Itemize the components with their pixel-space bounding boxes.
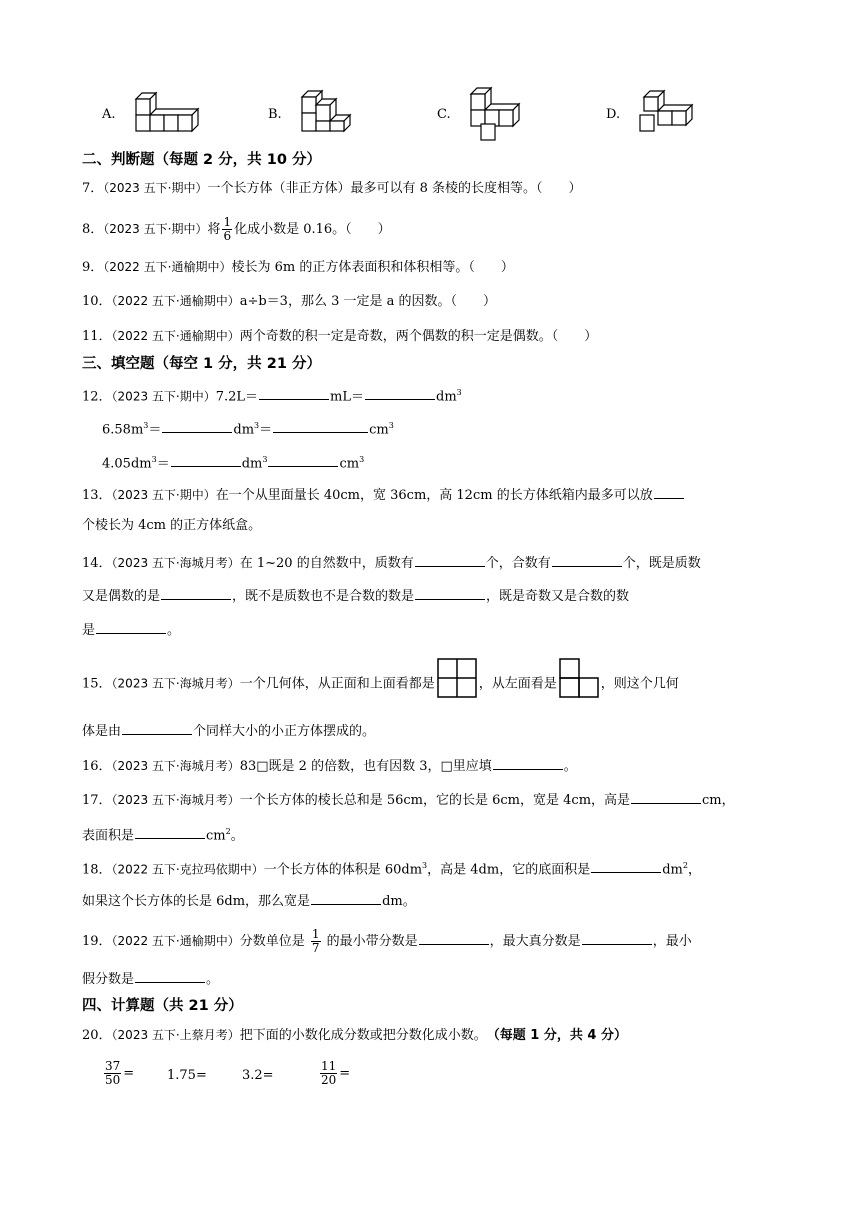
question-9	[82, 257, 514, 278]
q12-row3-b: ＝	[156, 456, 170, 472]
q16-b: 。	[563, 759, 577, 774]
q12-row3-sup-2: 3	[262, 455, 268, 464]
q18-line2-b: dm。	[382, 894, 416, 909]
question-18-line-2	[82, 890, 416, 912]
q20-text: 把下面的小数化成分数或把分数化成小数。	[239, 1028, 481, 1043]
question-12	[82, 383, 462, 407]
q12-row3-sup-3: 3	[359, 455, 365, 464]
q19-source: （2022 五下·通榆期中）	[111, 934, 240, 948]
q17-source: （2023 五下·海城月考）	[111, 793, 240, 807]
section-4-title: 四、计算题（共 21 分）	[82, 998, 243, 1014]
q8-pre: 将	[207, 222, 221, 237]
option-c	[437, 86, 537, 142]
q12-a: 7.2L＝	[215, 389, 259, 405]
q12-sup: 3	[456, 388, 462, 397]
left-view-grid	[559, 658, 599, 698]
q10-num: 10．	[82, 294, 112, 309]
q12-num: 12．	[82, 389, 112, 405]
question-17-line-2	[82, 822, 244, 846]
option-d-label: D.	[606, 106, 621, 122]
q11-text: 两个奇数的积一定是奇数，两个偶数的积一定是偶数。（ ）	[239, 329, 598, 344]
q20-item-4	[318, 1060, 350, 1087]
q20-item-1-eq: =	[123, 1066, 135, 1081]
q19-fraction	[311, 928, 321, 955]
question-18	[82, 856, 701, 880]
q8-source: （2023 五下·期中）	[103, 222, 208, 236]
q15-source: （2023 五下·海城月考）	[111, 676, 240, 691]
q14-blank-2[interactable]	[552, 552, 622, 567]
q7-source: （2023 五下·期中）	[103, 181, 208, 195]
q19-frac-den: 7	[311, 941, 320, 955]
q11-source: （2022 五下·通榆期中）	[111, 329, 240, 343]
q20-item-1	[102, 1060, 134, 1087]
question-11	[82, 326, 597, 347]
q12-row2-d: ＝	[259, 422, 273, 438]
q8-num: 8．	[82, 222, 104, 237]
q12-source: （2023 五下·期中）	[111, 389, 216, 404]
q20-item-4-eq: =	[339, 1066, 351, 1081]
question-15-line-2	[82, 720, 375, 742]
q14-line2-a: 又是偶数的是	[82, 589, 161, 604]
q17-sup: 2	[225, 827, 231, 836]
option-a	[102, 86, 202, 142]
q19-b: 的最小带分数是	[326, 934, 418, 949]
q12-row2-e: cm	[369, 422, 389, 438]
q13-source: （2023 五下·期中）	[111, 488, 216, 502]
q15-b: ，从左面看是	[478, 676, 557, 692]
q12-blank-5[interactable]	[171, 452, 241, 467]
q14-num: 14．	[82, 556, 112, 571]
q16-a: 83□既是 2 的倍数，也有因数 3，□里应填	[239, 759, 492, 774]
question-16	[82, 755, 577, 777]
q19-blank-2[interactable]	[582, 930, 652, 945]
front-top-view-grid	[437, 658, 477, 698]
question-7	[82, 178, 582, 199]
q14-a: 在 1~20 的自然数中，质数有	[239, 556, 414, 571]
q20-source: （2023 五下·上蔡月考）	[111, 1028, 240, 1042]
q12-blank-3[interactable]	[162, 418, 232, 433]
q9-num: 9．	[82, 260, 104, 275]
q9-source: （2022 五下·通榆期中）	[103, 260, 232, 274]
q15-c: ，则这个几何	[600, 676, 679, 692]
question-15	[82, 670, 679, 698]
question-10	[82, 291, 496, 312]
q11-num: 11．	[82, 329, 112, 344]
q14-line3-b: 。	[167, 623, 181, 638]
q12-c: dm	[436, 389, 457, 405]
section-2-title: 二、判断题（每题 2 分，共 10 分）	[82, 152, 321, 168]
cube-figure-c	[467, 86, 537, 142]
q12-row3-c: dm	[241, 456, 263, 472]
question-14	[82, 552, 701, 574]
question-13-line-2: 个棱长为 4cm 的正方体纸盒。	[82, 518, 262, 533]
q13-blank-1[interactable]	[654, 484, 684, 499]
option-a-label: A.	[102, 106, 116, 122]
q17-line2-a: 表面积是	[82, 828, 135, 844]
q20-item-4-num: 11	[321, 1059, 337, 1073]
cube-figure-a	[132, 89, 202, 139]
q15-line2-b: 个同样大小的小正方体摆成的。	[193, 724, 376, 739]
q12-row2-a: 6.58m	[102, 422, 144, 438]
q15-blank-1[interactable]	[122, 720, 192, 735]
q20-item-1-num: 37	[105, 1059, 121, 1073]
q17-line2-b: cm	[206, 828, 226, 844]
q18-num: 18．	[82, 862, 112, 878]
q7-num: 7．	[82, 181, 104, 196]
cube-figure-d	[636, 89, 706, 139]
q18-sup-2: 2	[682, 861, 688, 870]
q12-row2-c: dm	[233, 422, 255, 438]
q19-blank-1[interactable]	[419, 930, 489, 945]
q15-num: 15．	[82, 676, 112, 692]
q12-blank-6[interactable]	[268, 452, 338, 467]
q9-text: 棱长为 6m 的正方体表面积和体积相等。（ ）	[231, 260, 514, 275]
q19-frac-num: 1	[311, 927, 320, 941]
q8-frac-num: 1	[223, 215, 232, 229]
option-b-label: B.	[268, 106, 282, 122]
q15-line2-a: 体是由	[82, 724, 122, 739]
q17-blank-1[interactable]	[631, 789, 701, 804]
q8-fraction	[222, 216, 232, 243]
q19-c: ，最大真分数是	[489, 934, 581, 949]
option-d	[606, 86, 706, 142]
question-20	[82, 1025, 627, 1046]
q14-blank-3[interactable]	[161, 585, 231, 600]
q18-c: dm	[662, 862, 683, 878]
q14-b: 个，合数有	[485, 556, 551, 571]
question-17	[82, 789, 735, 811]
q19-line2-a: 假分数是	[82, 972, 135, 987]
q20-score: （每题 1 分，共 4 分）	[493, 1028, 627, 1043]
q12-row3-sup-1: 3	[151, 455, 157, 464]
q16-num: 16．	[82, 759, 112, 774]
q14-blank-1[interactable]	[415, 552, 485, 567]
q17-line2-c: 。	[230, 828, 244, 844]
question-19-line-2	[82, 968, 219, 990]
q15-a: 一个几何体，从正面和上面看都是	[239, 676, 435, 692]
q12-b: mL＝	[330, 389, 364, 405]
q8-frac-den: 6	[223, 229, 232, 243]
q20-item-3: 3.2=	[242, 1068, 274, 1083]
question-19	[82, 928, 692, 955]
q20-item-1-fraction	[104, 1060, 121, 1087]
q10-source: （2022 五下·通榆期中）	[111, 294, 240, 308]
q12-blank-1[interactable]	[259, 385, 329, 400]
q18-line2-a: 如果这个长方体的长是 6dm，那么宽是	[82, 894, 311, 909]
q12-blank-4[interactable]	[273, 418, 368, 433]
q17-b: cm，	[702, 793, 735, 808]
q18-a: 一个长方体的体积是 60dm	[263, 862, 423, 878]
q14-line2-b: ，既不是质数也不是合数的数是	[232, 589, 415, 604]
q12-blank-2[interactable]	[365, 385, 435, 400]
q14-c: 个，既是质数	[622, 556, 701, 571]
option-c-label: C.	[437, 106, 451, 122]
cube-figure-b	[298, 89, 368, 139]
question-14-line-2	[82, 585, 629, 607]
q12-row3-a: 4.05dm	[102, 456, 152, 472]
q19-line2-b: 。	[206, 972, 220, 987]
q20-item-4-fraction	[320, 1060, 337, 1087]
q14-blank-5[interactable]	[96, 619, 166, 634]
q17-blank-2[interactable]	[135, 824, 205, 839]
q19-blank-3[interactable]	[135, 968, 205, 983]
q12-row2-sup-2: 3	[254, 421, 260, 430]
question-12-row-3	[102, 450, 364, 474]
q14-line3-a: 是	[82, 623, 96, 638]
q17-a: 一个长方体的棱长总和是 56cm，它的长是 6cm，宽是 4cm，高是	[239, 793, 631, 808]
q10-text: a÷b＝3，那么 3 一定是 a 的因数。（ ）	[239, 294, 497, 309]
q16-blank-1[interactable]	[493, 755, 563, 770]
question-14-line-3	[82, 619, 180, 641]
q19-a: 分数单位是	[239, 934, 305, 949]
q17-num: 17．	[82, 793, 112, 808]
option-b	[268, 86, 368, 142]
q7-text: 一个长方体（非正方体）最多可以有 8 条棱的长度相等。（ ）	[207, 181, 582, 196]
question-12-row-2	[102, 416, 394, 440]
q19-d: ，最小	[652, 934, 692, 949]
q13-num: 13．	[82, 488, 112, 503]
q16-source: （2023 五下·海城月考）	[111, 759, 240, 773]
question-13	[82, 484, 685, 506]
q20-item-4-den: 20	[321, 1073, 337, 1087]
section-3-title: 三、填空题（每空 1 分，共 21 分）	[82, 356, 321, 372]
q19-num: 19．	[82, 934, 112, 949]
q18-blank-2[interactable]	[311, 890, 381, 905]
q12-row2-sup-1: 3	[143, 421, 149, 430]
q8-post: 化成小数是 0.16。（ ）	[234, 222, 391, 237]
q13-text: 在一个从里面量长 40cm，宽 36cm，高 12cm 的长方体纸箱内最多可以放	[215, 488, 653, 503]
q18-sup-1: 3	[422, 861, 428, 870]
q12-row3-e: cm	[339, 456, 360, 472]
question-8	[82, 216, 391, 243]
q20-item-1-den: 50	[105, 1073, 121, 1087]
q14-line2-c: ，既是奇数又是合数的数	[486, 589, 630, 604]
q12-row2-b: ＝	[148, 422, 162, 438]
q18-source: （2022 五下·克拉玛依期中）	[111, 862, 264, 877]
q18-comma: ，	[687, 862, 701, 878]
q18-b: ，高是 4dm，它的底面积是	[427, 862, 591, 878]
q14-source: （2023 五下·海城月考）	[111, 556, 240, 570]
q18-blank-1[interactable]	[591, 858, 661, 873]
q20-num: 20．	[82, 1028, 112, 1043]
q14-blank-4[interactable]	[415, 585, 485, 600]
q20-item-2: 1.75=	[167, 1068, 207, 1083]
q12-row2-sup-3: 3	[388, 421, 394, 430]
